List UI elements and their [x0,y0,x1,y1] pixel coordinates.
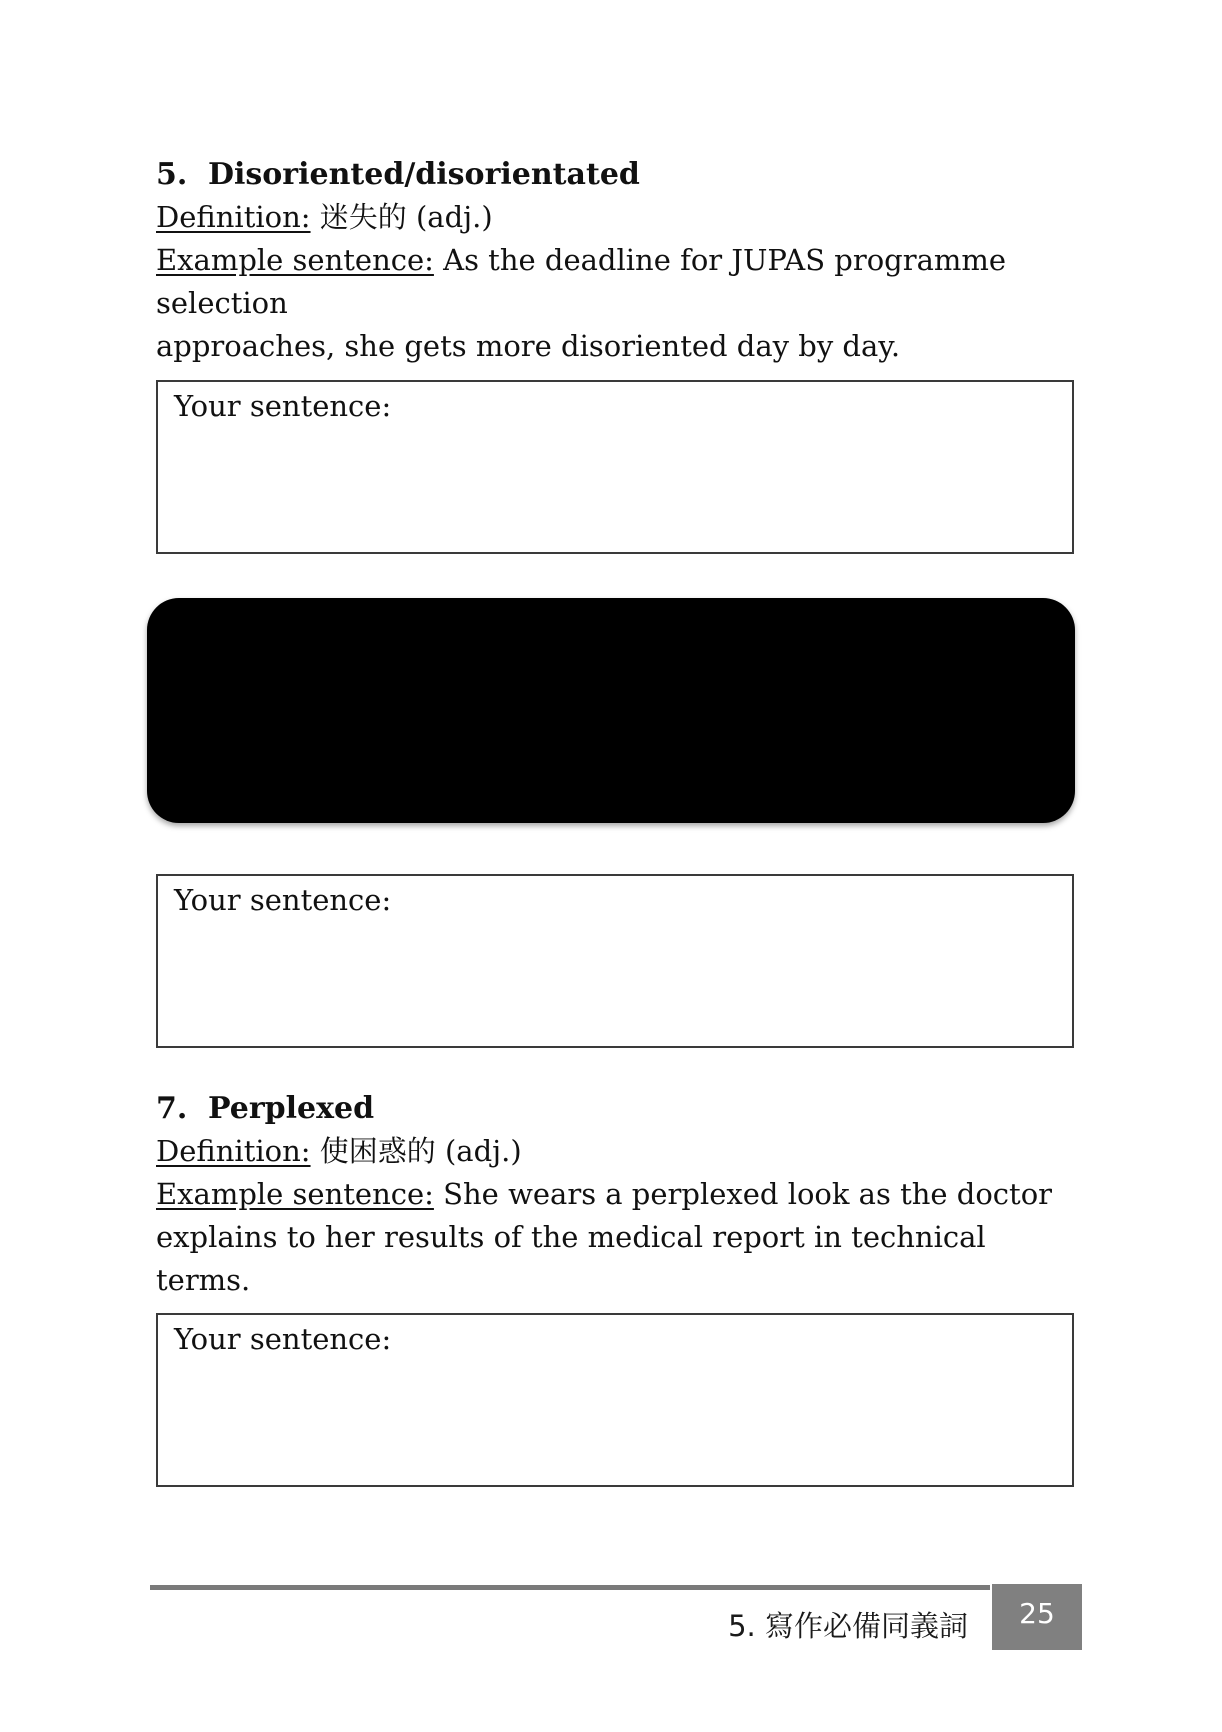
example-line [156,239,1076,325]
entry-disoriented [156,157,1076,368]
redacted-block [147,598,1075,823]
example-label: Example sentence: [156,243,434,277]
example-text: She wears a perplexed look as the doctor [433,1177,1053,1211]
answer-box[interactable] [156,380,1074,554]
entry-heading [156,157,1076,193]
answer-prompt: Your sentence: [174,883,392,917]
entry-number: 7. [156,1091,188,1126]
example-label: Example sentence: [156,1177,434,1211]
definition-line [156,196,1076,239]
definition-line [156,1130,1076,1173]
entry-perplexed [156,1091,1076,1302]
definition-text: 迷失的 (adj.) [310,200,493,234]
entry-number: 5. [156,157,188,192]
example-line [156,1173,1076,1216]
entry-word: Disoriented/disorientated [208,157,640,192]
footer-chapter-title: 5. 寫作必備同義詞 [728,1609,968,1643]
entry-word: Perplexed [208,1091,375,1126]
definition-text: 使困惑的 (adj.) [310,1134,522,1168]
example-text: As the deadline for JUPAS programme selection [156,243,1007,320]
entry-heading [156,1091,1076,1127]
example-line-continued: explains to her results of the medical report in technical terms. [156,1220,986,1297]
footer-rule [150,1585,990,1590]
answer-box[interactable] [156,874,1074,1048]
answer-prompt: Your sentence: [174,1322,392,1356]
definition-label: Definition: [156,200,311,234]
definition-label: Definition: [156,1134,311,1168]
answer-prompt: Your sentence: [174,389,392,423]
example-line-continued: approaches, she gets more disoriented day by day. [156,329,901,363]
page-number: 25 [992,1584,1082,1650]
answer-box[interactable] [156,1313,1074,1487]
